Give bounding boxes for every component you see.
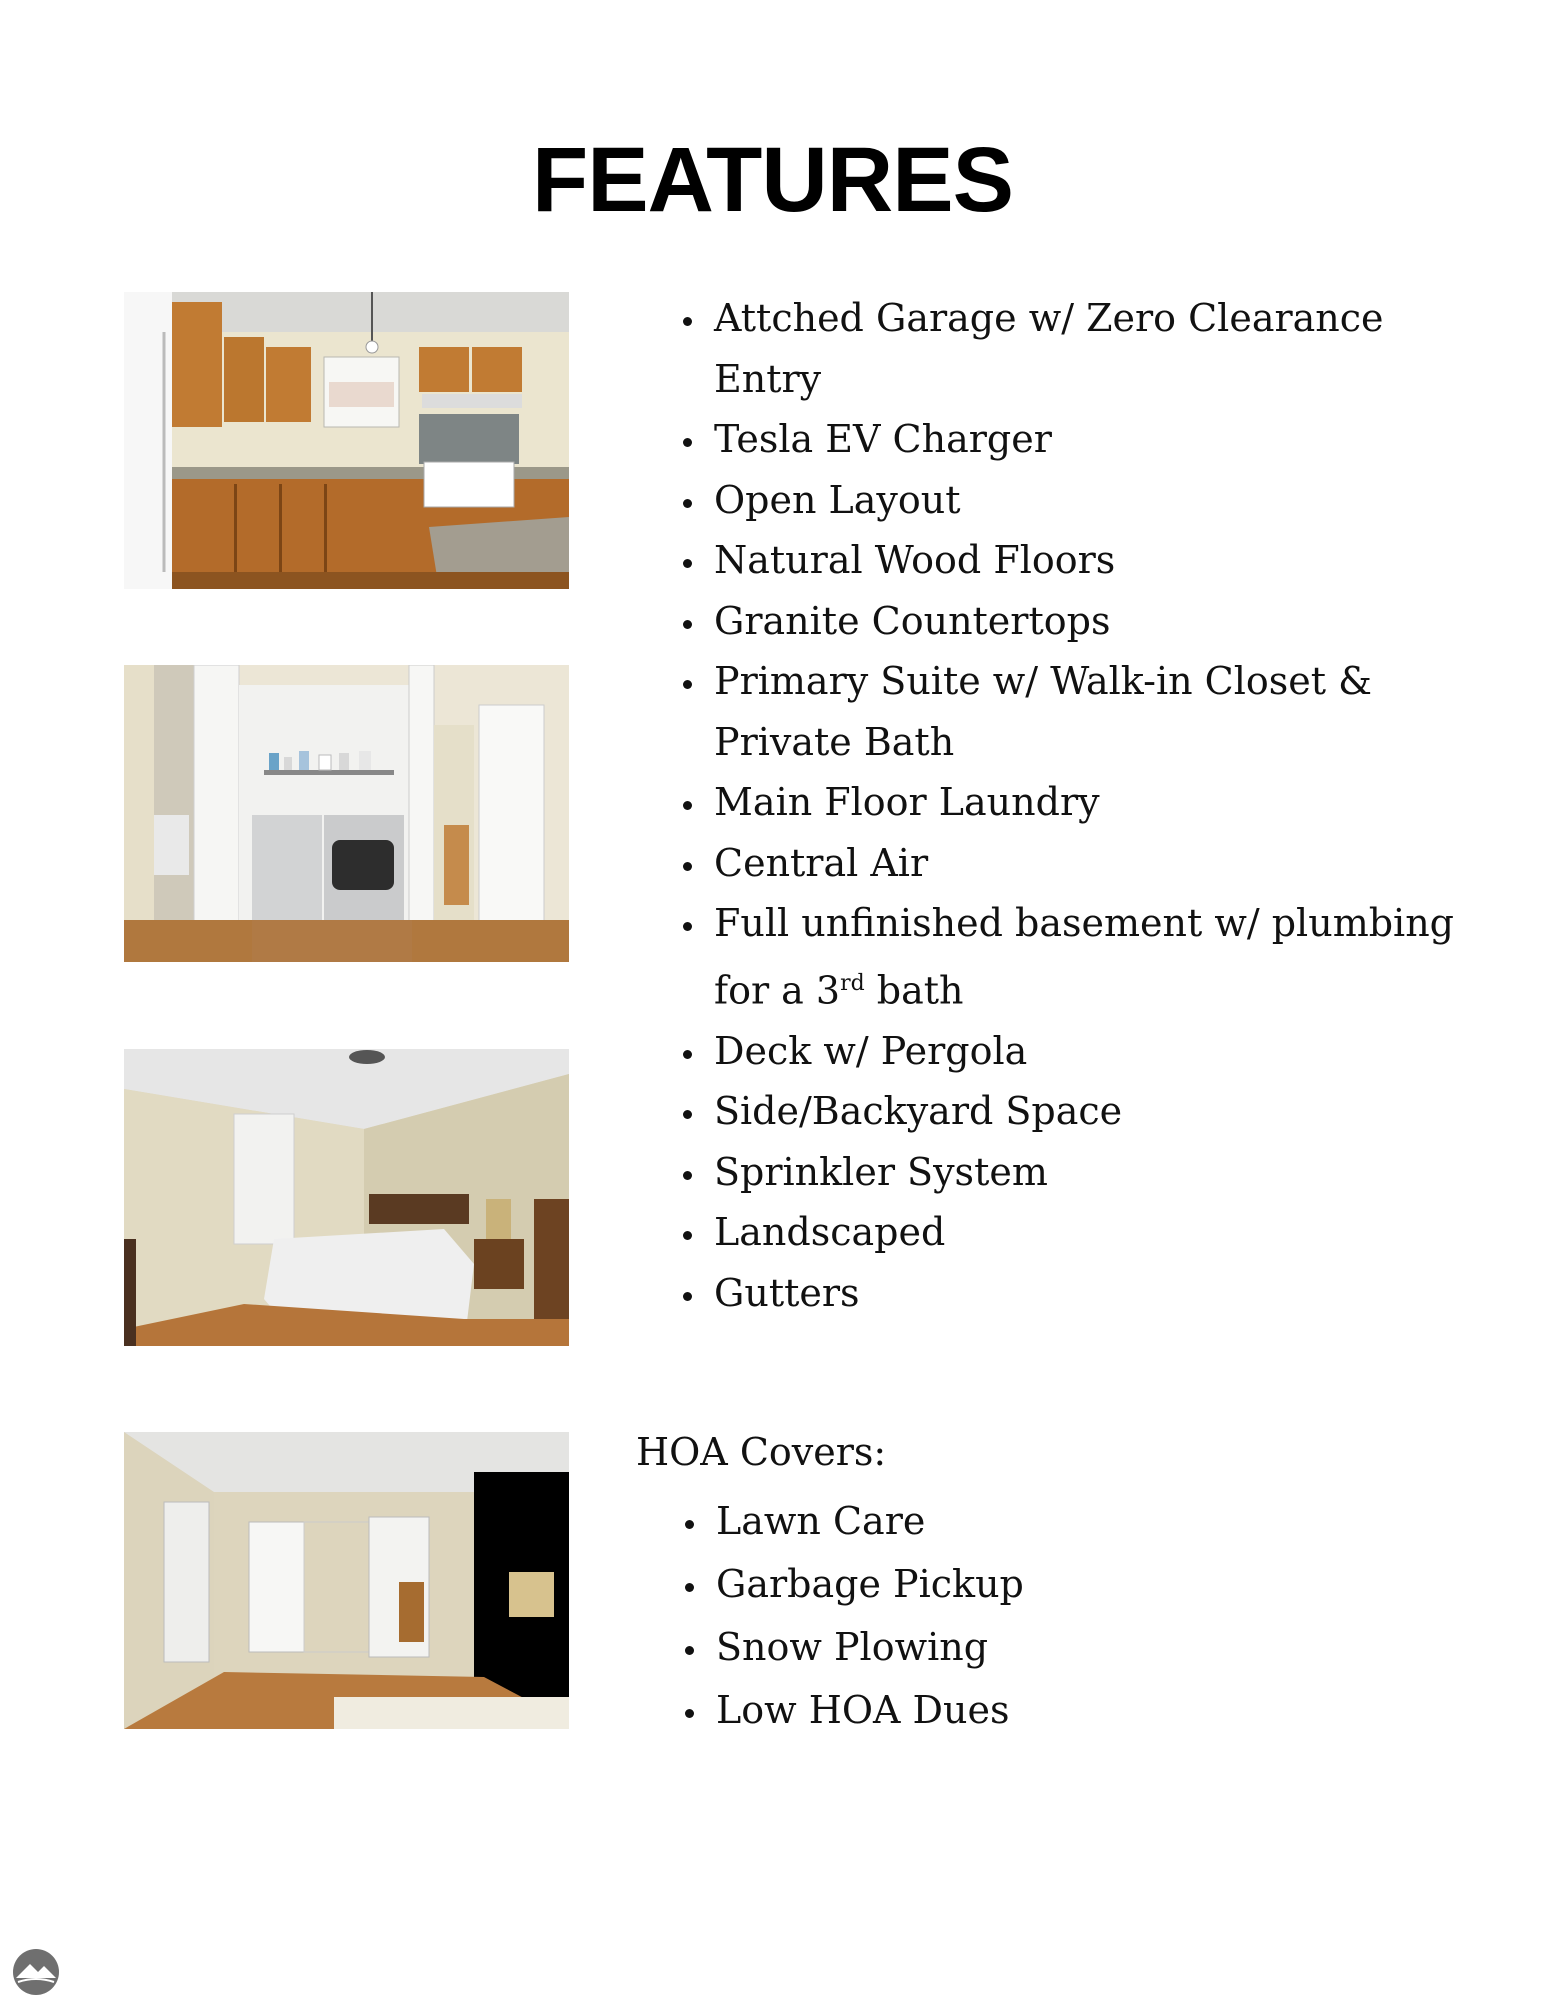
primary-bedroom-photo — [124, 1432, 569, 1729]
list-item: • Low HOA Dues — [710, 1679, 1024, 1742]
bedroom-photo — [124, 1049, 569, 1346]
list-item: • Sprinkler System — [708, 1142, 1498, 1203]
list-item: • Central Air — [708, 833, 1498, 894]
list-item: • Side/Backyard Space — [708, 1081, 1498, 1142]
list-item: • Main Floor Laundry — [708, 772, 1498, 833]
list-item: • Gutters — [708, 1263, 1498, 1324]
list-item — [708, 893, 1498, 1021]
list-item: • Natural Wood Floors — [708, 530, 1498, 591]
hoa-list — [668, 1490, 1024, 1742]
list-item: • Tesla EV Charger — [708, 409, 1498, 470]
list-item: • Deck w/ Pergola — [708, 1021, 1498, 1082]
list-item: • Open Layout — [708, 470, 1498, 531]
basement-text: Full unfinished basement w/ plumbing for a 3 — [714, 901, 1454, 1013]
laundry-photo — [124, 665, 569, 962]
basement-text-end: bath — [864, 968, 964, 1013]
mountain-logo-icon — [12, 1948, 60, 1996]
page-title: FEATURES — [532, 129, 1013, 231]
list-item: • Lawn Care — [710, 1490, 1024, 1553]
list-item: • Attched Garage w/ Zero Clearance Entry — [708, 288, 1498, 409]
list-item: • Landscaped — [708, 1202, 1498, 1263]
features-list — [666, 288, 1498, 1323]
list-item: • Snow Plowing — [710, 1616, 1024, 1679]
hoa-heading: HOA Covers: — [636, 1430, 887, 1474]
list-item: • Primary Suite w/ Walk-in Closet & Private Bath — [708, 651, 1498, 772]
ordinal-suffix: rd — [840, 970, 865, 996]
list-item: • Garbage Pickup — [710, 1553, 1024, 1616]
kitchen-photo — [124, 292, 569, 589]
list-item: • Granite Countertops — [708, 591, 1498, 652]
